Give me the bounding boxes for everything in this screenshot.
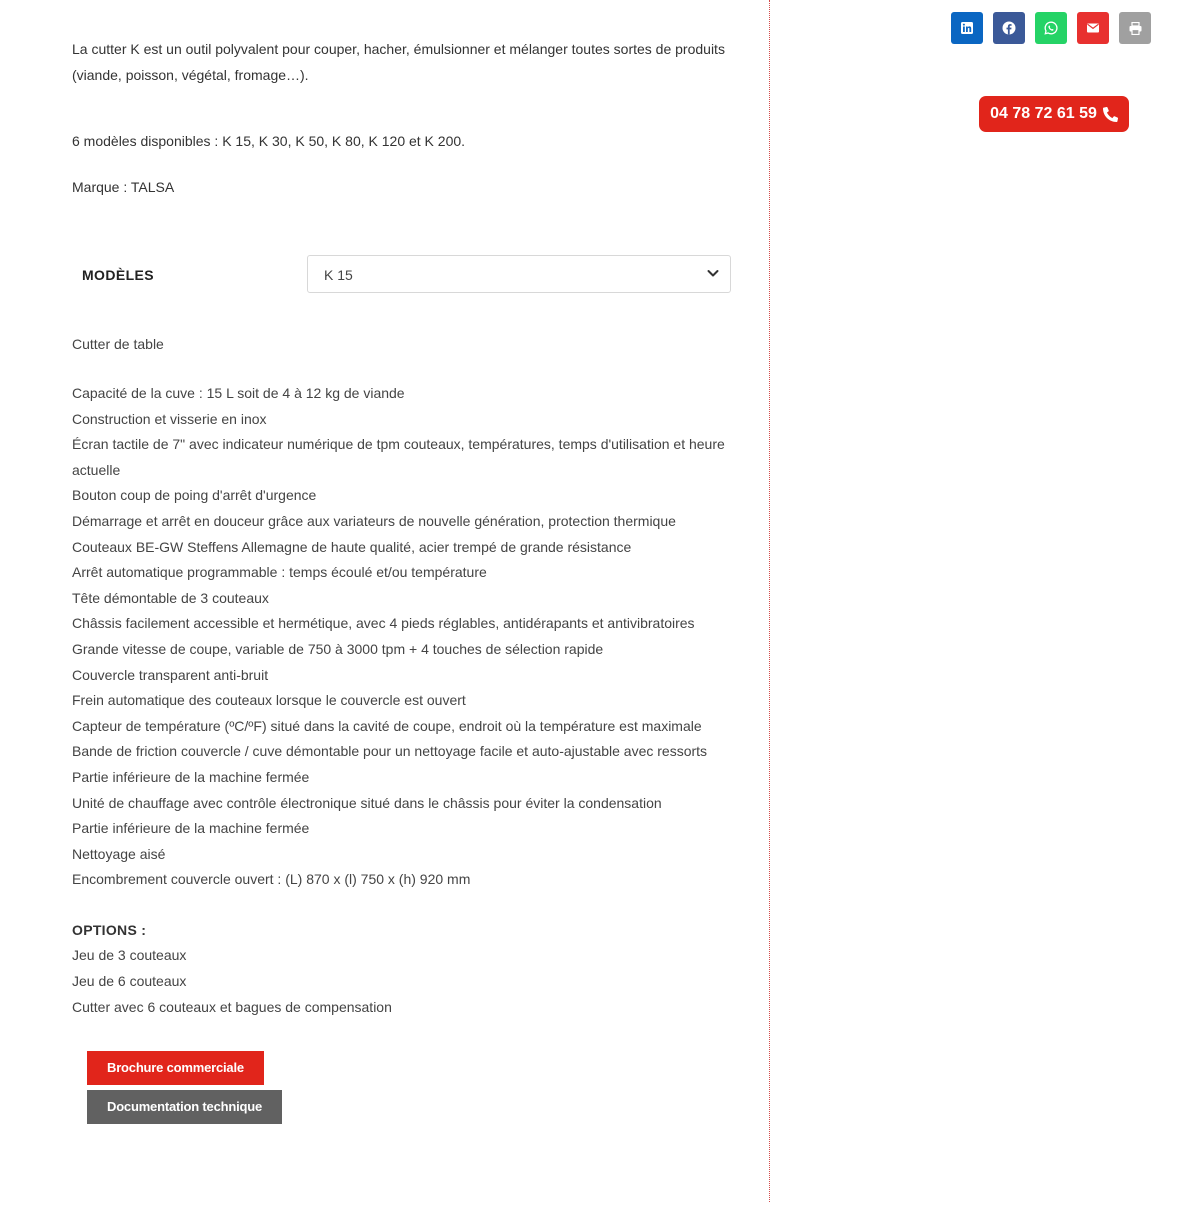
feature-item: Capacité de la cuve : 15 L soit de 4 à 12 kg de viande: [72, 385, 405, 401]
feature-item: Partie inférieure de la machine fermée: [72, 768, 310, 785]
brand-text: Marque : TALSA: [72, 179, 175, 195]
feature-item: Capteur de température (ºC/ºF) situé dans la cavité de coupe, endroit où la température est maximale: [72, 717, 702, 734]
whatsapp-share-button[interactable]: [1035, 12, 1067, 44]
column-divider: [769, 0, 770, 1202]
intro-paragraph: La cutter K est un outil polyvalent pour couper, hacher, émulsionner et mélanger toutes sortes de produits (viande, poisson, végétal, fromage…).: [72, 41, 725, 83]
documentation-button[interactable]: Documentation technique: [87, 1090, 282, 1124]
feature-item: Bande de friction couvercle / cuve démontable pour un nettoyage facile et auto-ajustable avec ressorts: [72, 743, 708, 760]
email-share-button[interactable]: [1077, 12, 1109, 44]
feature-list: [72, 381, 732, 893]
option-item: Jeu de 3 couteaux: [72, 947, 187, 964]
feature-item: Grande vitesse de coupe, variable de 750 à 3000 tpm + 4 touches de sélection rapide: [72, 640, 604, 657]
phone-icon: [1103, 107, 1118, 122]
facebook-share-button[interactable]: [993, 12, 1025, 44]
print-share-button[interactable]: [1119, 12, 1151, 44]
linkedin-icon: [961, 22, 973, 34]
options-title: OPTIONS :: [72, 921, 147, 938]
option-item: Cutter avec 6 couteaux et bagues de compensation: [72, 998, 392, 1015]
feature-item: Frein automatique des couteaux lorsque le couvercle est ouvert: [72, 692, 466, 709]
feature-item: Écran tactile de 7" avec indicateur numérique de tpm couteaux, températures, temps d'utilisation et heure actuelle: [72, 436, 725, 478]
feature-item: Partie inférieure de la machine fermée: [72, 820, 310, 837]
options-list: [72, 943, 732, 1020]
brochure-button[interactable]: Brochure commerciale: [87, 1051, 264, 1085]
feature-item: Bouton coup de poing d'arrêt d'urgence: [72, 487, 317, 504]
phone-button[interactable]: [979, 96, 1129, 132]
feature-item: Démarrage et arrêt en douceur grâce aux variateurs de nouvelle génération, protection thermique: [72, 512, 676, 529]
feature-item: Couteaux BE-GW Steffens Allemagne de haute qualité, acier trempé de grande résistance: [72, 538, 632, 555]
feature-item: Châssis facilement accessible et hermétique, avec 4 pieds réglables, antidérapants et antivibratoires: [72, 615, 695, 632]
model-select-value: K 15: [324, 267, 353, 283]
facebook-icon: [1002, 21, 1016, 35]
model-selector-row: [82, 255, 733, 295]
product-description: [72, 335, 732, 1020]
feature-item: Construction et visserie en inox: [72, 410, 267, 427]
phone-number: 04 78 72 61 59: [990, 105, 1097, 122]
linkedin-share-button[interactable]: [951, 12, 983, 44]
feature-item: Unité de chauffage avec contrôle électronique situé dans le châssis pour éviter la condensation: [72, 794, 662, 811]
feature-item: Tête démontable de 3 couteaux: [72, 589, 269, 606]
models-label: MODÈLES: [82, 267, 155, 283]
models-available-text: 6 modèles disponibles : K 15, K 30, K 50, K 80, K 120 et K 200.: [72, 133, 466, 149]
product-type: Cutter de table: [72, 336, 164, 352]
option-item: Jeu de 6 couteaux: [72, 973, 187, 990]
print-icon: [1129, 22, 1142, 35]
email-icon: [1087, 23, 1099, 33]
feature-item: Arrêt automatique programmable : temps écoulé et/ou température: [72, 564, 487, 581]
share-buttons: [951, 12, 1151, 44]
feature-item: Couvercle transparent anti-bruit: [72, 666, 269, 683]
feature-item: Encombrement couvercle ouvert : (L) 870 x (l) 750 x (h) 920 mm: [72, 871, 471, 888]
chevron-down-icon: [706, 266, 720, 280]
feature-item: Nettoyage aisé: [72, 845, 166, 862]
whatsapp-icon: [1044, 21, 1058, 35]
model-select[interactable]: [307, 255, 731, 293]
